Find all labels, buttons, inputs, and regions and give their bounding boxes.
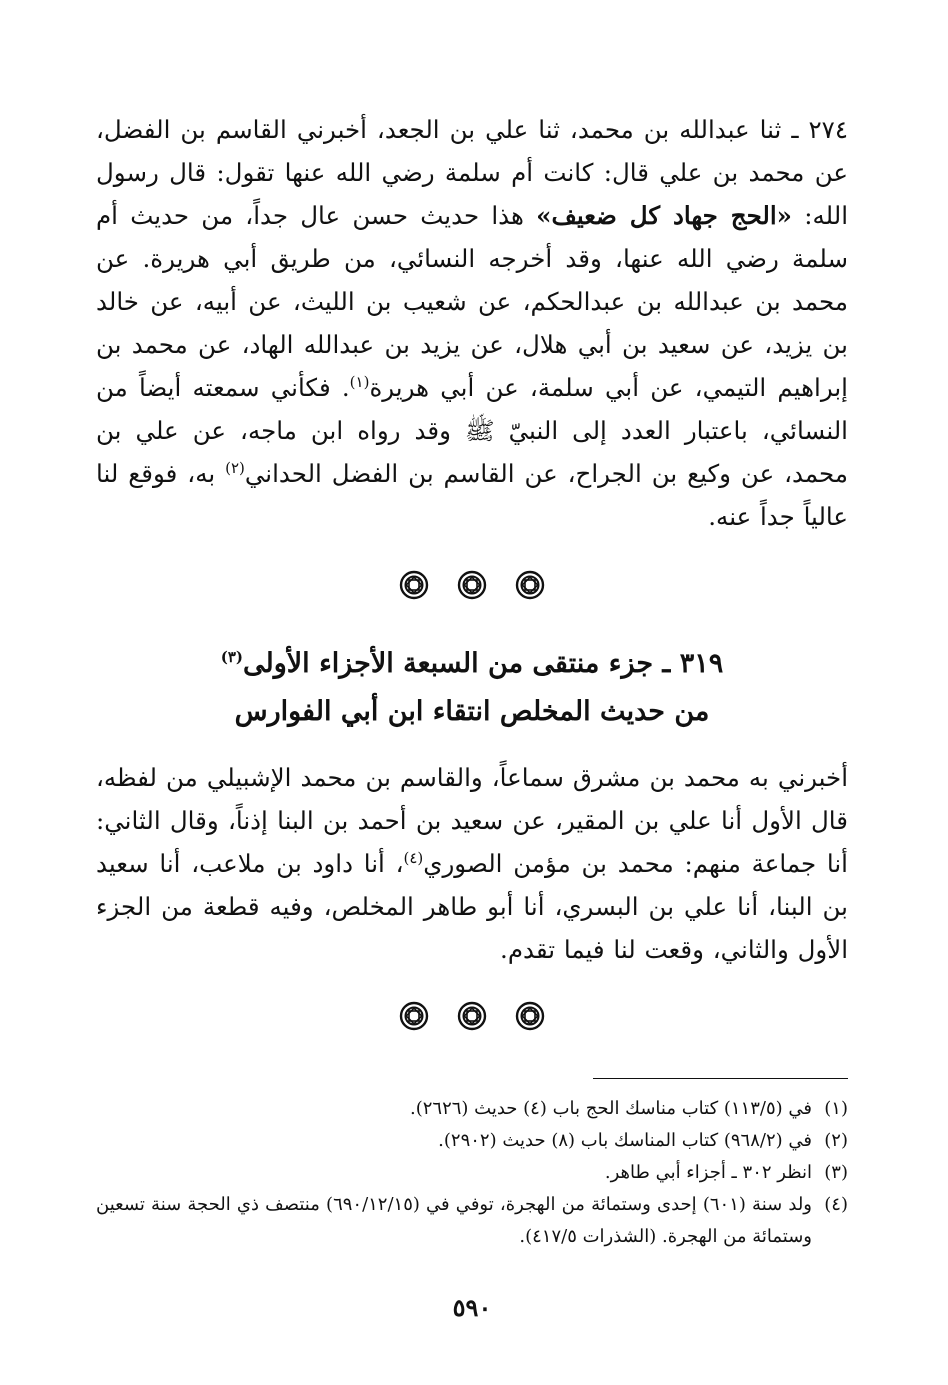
section-319-text-2: ، أنا داود بن ملاعب، أنا سعيد بن البنا، أنا علي بن البسري، أنا أبو طاهر المخلص، وفيه قطعة من الجزء الأول والثاني، وقعت لنا فيما تقدم. bbox=[96, 849, 848, 964]
ornament-icon bbox=[457, 1001, 487, 1031]
ornament-icon bbox=[399, 570, 429, 600]
footnote-number: (٢) bbox=[824, 1130, 848, 1151]
section-319-heading bbox=[96, 640, 848, 736]
hadith-quote: «الحج جهاد كل ضعيف» bbox=[536, 201, 792, 230]
section-319-text-1: أخبرني به محمد بن مشرق سماعاً، والقاسم بن محمد الإشبيلي من لفظه، قال الأول أنا علي بن المقير، عن سعيد بن أحمد بن البنا إذناً، وقال الثاني: أنا جماعة منهم: محمد بن مؤمن الصوري bbox=[96, 763, 848, 878]
footnote-text: في (٩٦٨/٢) كتاب المناسك باب (٨) حديث (٢٩٠٢). bbox=[438, 1130, 812, 1151]
ornament-icon bbox=[457, 570, 487, 600]
footnote-ref-1[interactable]: (١) bbox=[349, 372, 370, 391]
footnote-ref-3[interactable]: (٣) bbox=[220, 648, 243, 666]
footnote-4 bbox=[96, 1189, 848, 1253]
ornament-icon bbox=[399, 1001, 429, 1031]
footnote-3 bbox=[96, 1157, 848, 1189]
page bbox=[96, 108, 848, 1385]
footnote-1 bbox=[96, 1093, 848, 1125]
page-number: ٥٩٠ bbox=[452, 1293, 492, 1322]
footnote-ref-2[interactable]: (٢) bbox=[225, 458, 245, 477]
footnote-number: (٣) bbox=[824, 1162, 848, 1183]
ornament-divider bbox=[96, 570, 848, 600]
hadith-274-paragraph bbox=[96, 108, 848, 538]
section-319-title-text: ٣١٩ ـ جزء منتقى من السبعة الأجزاء الأولى bbox=[243, 648, 724, 679]
hadith-274-text-3: . فكأني سمعته أيضاً من النسائي، باعتبار العدد إلى النبيّ ﷺ وقد رواه ابن ماجه، عن علي بن محمد، عن وكيع بن الجراح، عن القاسم بن الفضل الحداني bbox=[96, 373, 848, 488]
footnote-number: (٤) bbox=[824, 1194, 848, 1215]
ornament-icon bbox=[515, 570, 545, 600]
hadith-274-text-1: ٢٧٤ ـ ثنا عبدالله بن محمد، ثنا علي بن الجعد، أخبرني القاسم بن الفضل، عن محمد بن علي قال: كانت أم سلمة رضي الله عنها تقول: قال رسول الله: bbox=[96, 115, 848, 230]
footnotes bbox=[96, 1078, 848, 1253]
ornament-divider bbox=[96, 1001, 848, 1031]
hadith-274-text-2: هذا حديث حسن عال جداً، من حديث أم سلمة رضي الله عنها، وقد أخرجه النسائي، من طريق أبي هريرة. عن محمد بن عبدالله بن عبدالحكم، عن شعيب بن الليث، عن أبيه، عن خالد بن يزيد، عن سعيد بن أبي هلال، عن يزيد بن عبدالله الهاد، عن محمد بن إبراهيم التيمي، عن أبي سلمة، عن أبي هريرة bbox=[96, 201, 848, 402]
footnote-list bbox=[96, 1093, 848, 1253]
section-319-paragraph bbox=[96, 756, 848, 971]
footnote-text: ولد سنة (٦٠١) إحدى وستمائة من الهجرة، توفي في (٦٩٠/١٢/١٥) منتصف ذي الحجة سنة تسعين وستمائة من الهجرة. (الشذرات ٤١٧/٥). bbox=[96, 1194, 812, 1247]
hadith-274-text-4: به، فوقع لنا عالياً جداً عنه. bbox=[96, 459, 848, 531]
ornament-icon bbox=[515, 1001, 545, 1031]
section-319-title-line-1 bbox=[96, 640, 848, 688]
footnote-separator bbox=[593, 1078, 848, 1079]
footnote-text: انظر ٣٠٢ ـ أجزاء أبي طاهر. bbox=[604, 1162, 812, 1183]
footnote-text: في (١١٣/٥) كتاب مناسك الحج باب (٤) حديث (٢٦٢٦). bbox=[409, 1098, 812, 1119]
section-319-title-line-2: من حديث المخلص انتقاء ابن أبي الفوارس bbox=[234, 696, 710, 727]
footnote-number: (١) bbox=[824, 1098, 848, 1119]
footnote-2 bbox=[96, 1125, 848, 1157]
footnote-ref-4[interactable]: (٤) bbox=[403, 848, 424, 867]
